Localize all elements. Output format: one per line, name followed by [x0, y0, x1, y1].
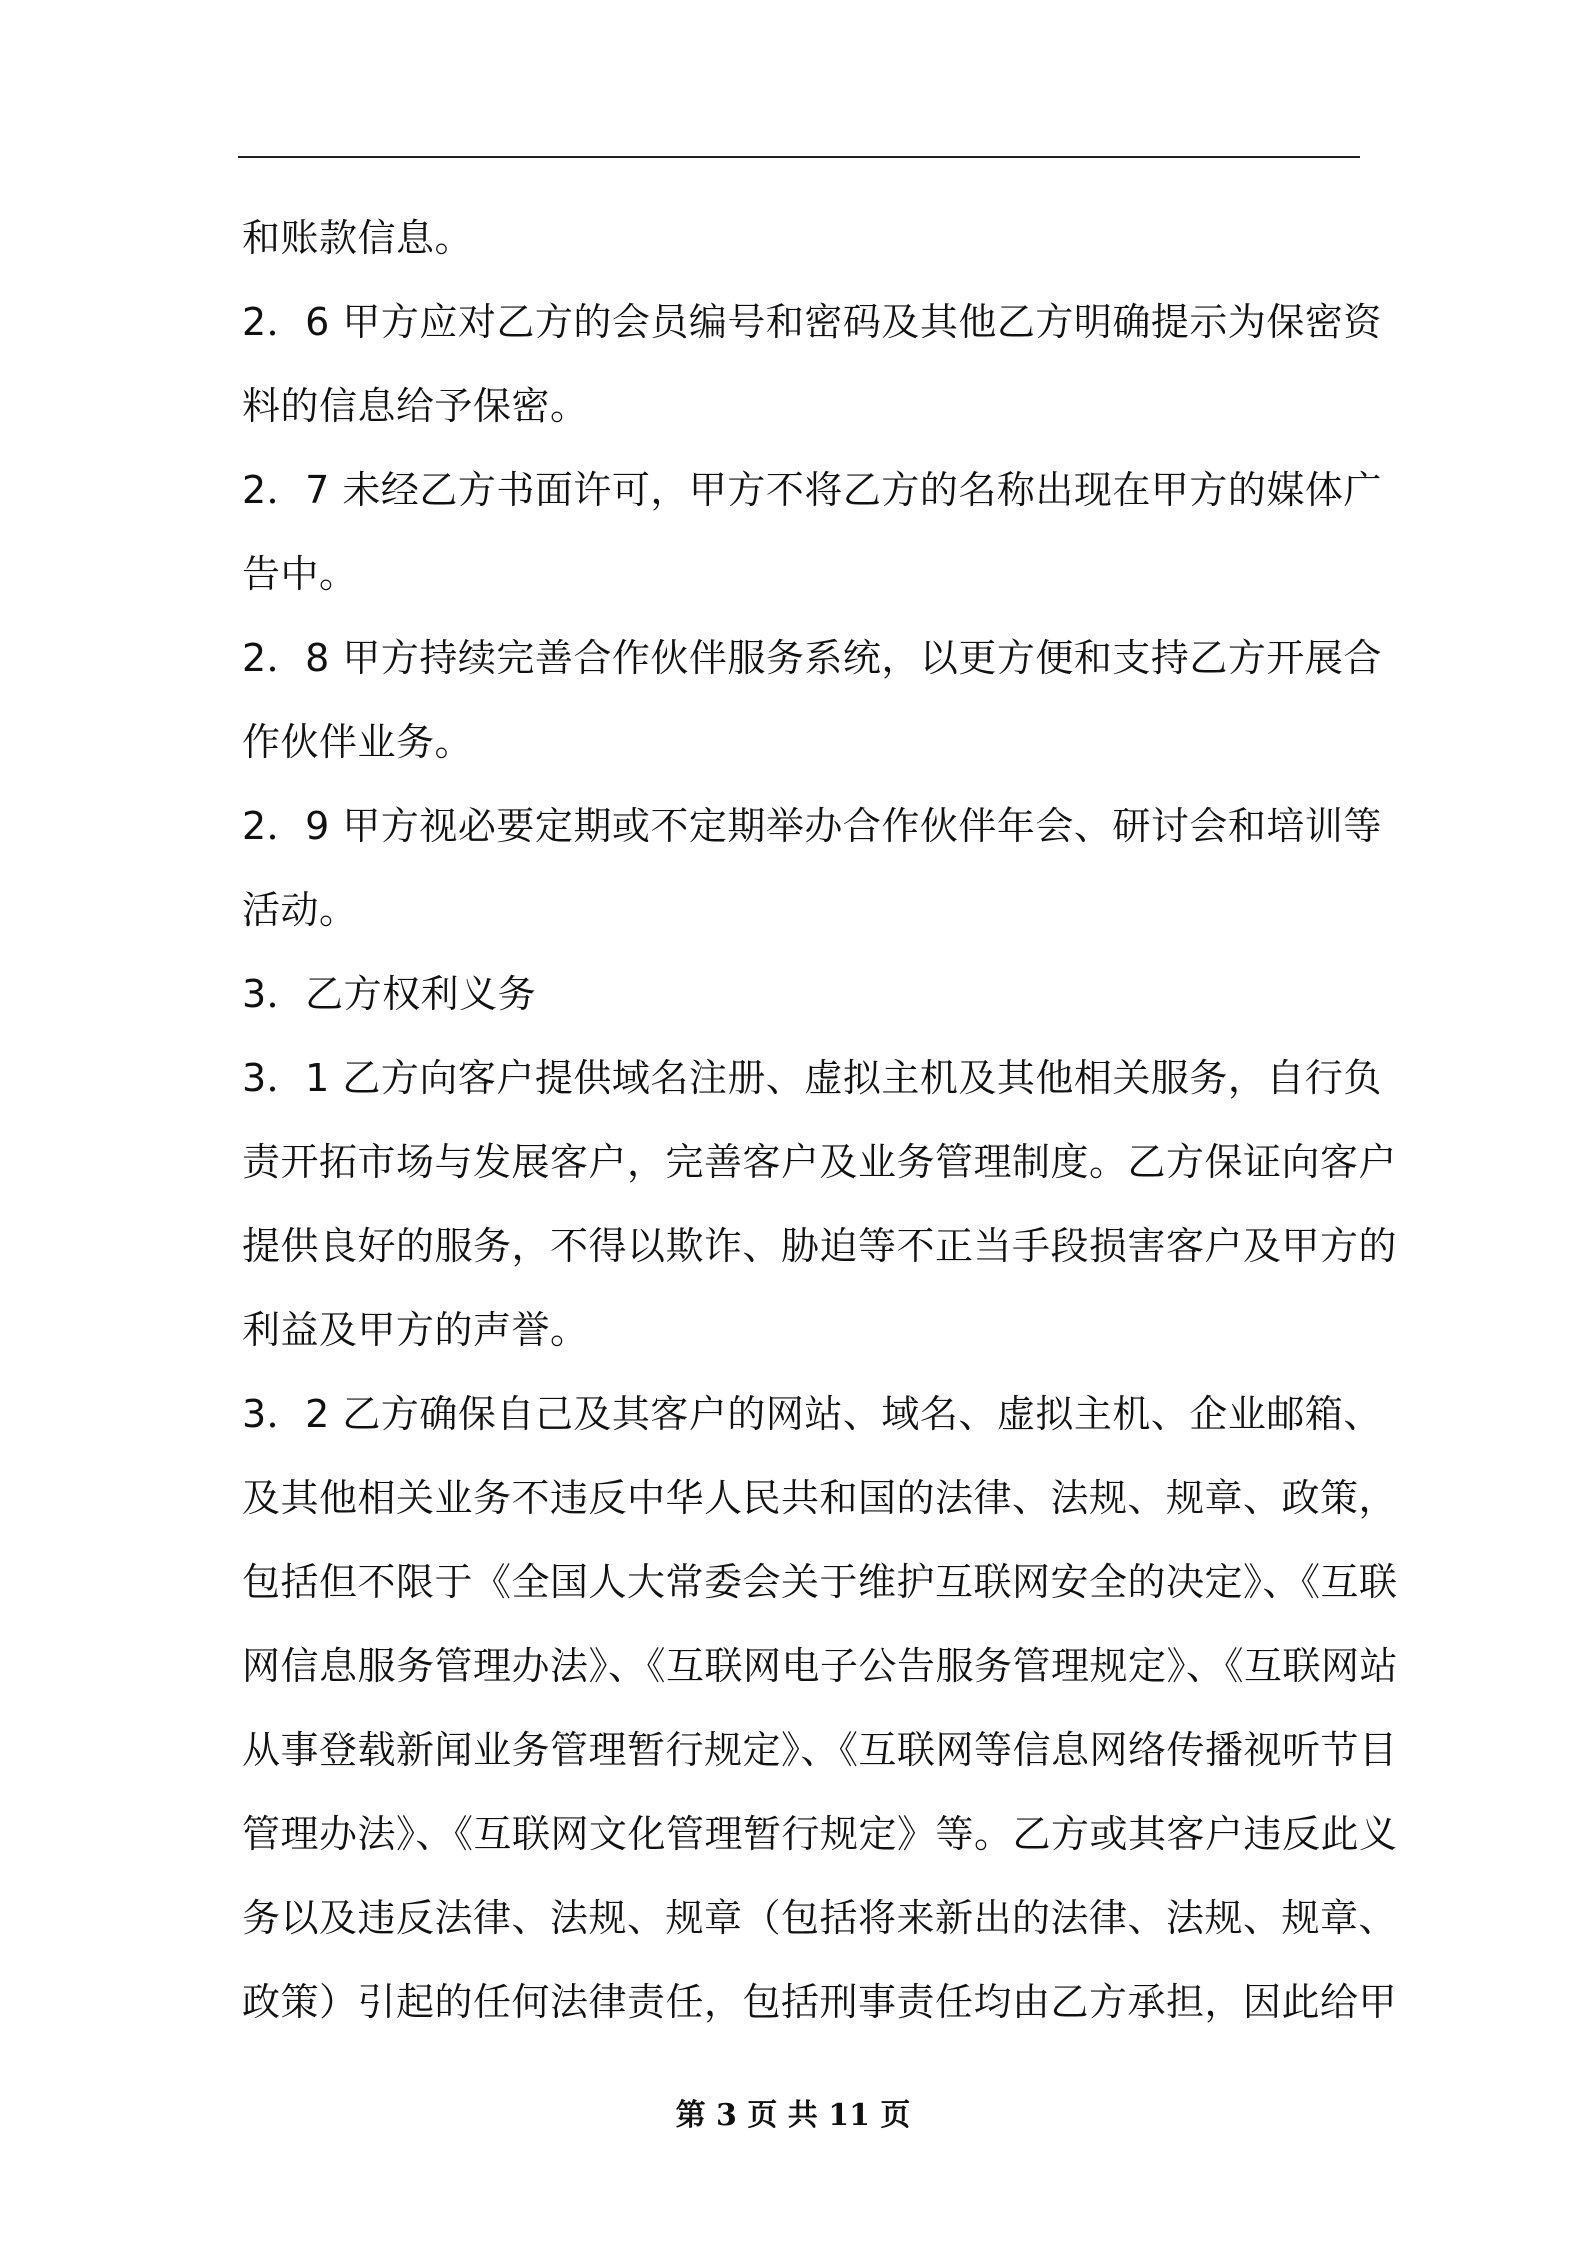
- text-line: 活动。: [242, 888, 358, 932]
- text-line: 料的信息给予保密。: [242, 384, 589, 428]
- document-body: [242, 196, 1399, 2044]
- text-line: 包括但不限于《全国人大常委会关于维护互联网安全的决定》、《互联: [242, 1560, 1398, 1604]
- text-line: 2．9 甲方视必要定期或不定期举办合作伙伴年会、研讨会和培训等: [242, 804, 1382, 848]
- page-number-footer: 第 3 页 共 11 页: [675, 2098, 911, 2133]
- text-line: 利益及甲方的声誉。: [242, 1308, 589, 1352]
- text-line: 从事登载新闻业务管理暂行规定》、《互联网等信息网络传播视听节目: [242, 1728, 1398, 1772]
- text-line: 2．8 甲方持续完善合作伙伴服务系统，以更方便和支持乙方开展合: [242, 636, 1382, 680]
- section-heading: 3．乙方权利义务: [242, 972, 537, 1016]
- text-line: 务以及违反法律、法规、规章（包括将来新出的法律、法规、规章、: [242, 1896, 1398, 1940]
- text-line: 责开拓市场与发展客户，完善客户及业务管理制度。乙方保证向客户: [242, 1140, 1398, 1184]
- text-line: 2．7 未经乙方书面许可，甲方不将乙方的名称出现在甲方的媒体广: [242, 468, 1382, 512]
- header-rule: [238, 156, 1360, 158]
- text-line: 3．1 乙方向客户提供域名注册、虚拟主机及其他相关服务，自行负: [242, 1056, 1382, 1100]
- text-line: 3．2 乙方确保自己及其客户的网站、域名、虚拟主机、企业邮箱、: [242, 1392, 1382, 1436]
- text-line: 告中。: [242, 552, 358, 596]
- text-line: 和账款信息。: [242, 216, 474, 260]
- text-line: 及其他相关业务不违反中华人民共和国的法律、法规、规章、政策，: [242, 1476, 1398, 1520]
- text-line: 政策）引起的任何法律责任，包括刑事责任均由乙方承担，因此给甲: [242, 1980, 1398, 2024]
- text-line: 2．6 甲方应对乙方的会员编号和密码及其他乙方明确提示为保密资: [242, 300, 1382, 344]
- text-line: 管理办法》、《互联网文化管理暂行规定》等。乙方或其客户违反此义: [242, 1812, 1398, 1856]
- text-line: 网信息服务管理办法》、《互联网电子公告服务管理规定》、《互联网站: [242, 1644, 1399, 1688]
- text-line: 作伙伴业务。: [242, 720, 474, 764]
- text-line: 提供良好的服务，不得以欺诈、胁迫等不正当手段损害客户及甲方的: [242, 1224, 1398, 1268]
